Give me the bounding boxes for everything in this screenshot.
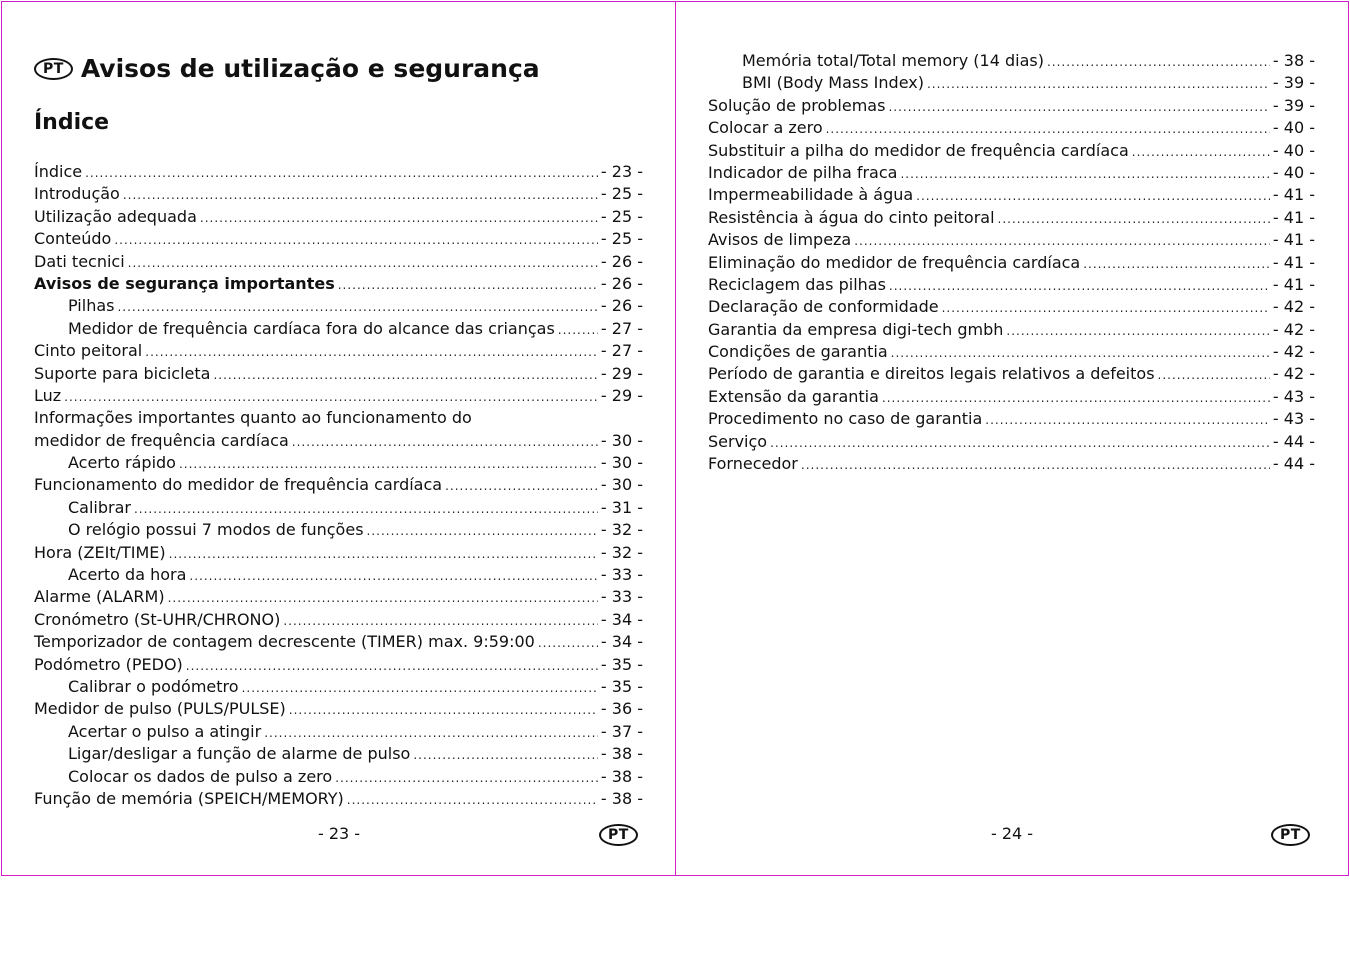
toc-dot-leader xyxy=(445,475,598,494)
toc-entry[interactable] xyxy=(34,386,643,408)
toc-entry[interactable] xyxy=(708,141,1315,163)
language-badge-footer: PT xyxy=(599,824,638,846)
toc-entry[interactable] xyxy=(34,364,643,386)
toc-entry-text: Colocar os dados de pulso a zero xyxy=(68,766,333,786)
table-of-contents-left xyxy=(34,162,643,811)
toc-entry[interactable] xyxy=(34,767,643,789)
toc-dot-leader xyxy=(186,655,598,674)
toc-entry[interactable] xyxy=(34,722,643,744)
toc-entry[interactable] xyxy=(708,297,1315,319)
language-badge: PT xyxy=(34,58,73,80)
toc-page-number: - 29 - xyxy=(600,363,643,383)
section-title: Índice xyxy=(34,110,110,135)
toc-page-number: - 41 - xyxy=(1272,252,1315,272)
toc-entry-text: Calibrar xyxy=(68,497,131,517)
toc-dot-leader xyxy=(292,431,598,450)
toc-entry-text: Suporte para bicicleta xyxy=(34,363,211,383)
toc-entry[interactable] xyxy=(708,230,1315,252)
toc-page-number: - 30 - xyxy=(600,453,643,473)
toc-entry[interactable] xyxy=(34,744,643,766)
toc-entry-text: Reciclagem das pilhas xyxy=(708,274,886,294)
toc-entry-text: Impermeabilidade à água xyxy=(708,185,914,205)
toc-entry-text: Procedimento no caso de garantia xyxy=(708,409,983,429)
toc-page-number: - 35 - xyxy=(600,676,643,696)
toc-dot-leader xyxy=(927,73,1270,92)
toc-page-number: - 26 - xyxy=(600,273,643,293)
toc-dot-leader xyxy=(413,744,598,763)
toc-entry[interactable] xyxy=(34,699,643,721)
toc-entry[interactable] xyxy=(708,454,1315,476)
toc-dot-leader xyxy=(134,498,598,517)
toc-entry-line2 xyxy=(34,431,643,453)
toc-entry-text: Indicador de pilha fraca xyxy=(708,162,898,182)
toc-entry[interactable] xyxy=(34,252,643,274)
toc-entry[interactable] xyxy=(34,475,643,497)
toc-entry[interactable] xyxy=(34,498,643,520)
toc-page-number: - 44 - xyxy=(1272,431,1315,451)
toc-entry[interactable] xyxy=(34,408,643,453)
toc-page-number: - 40 - xyxy=(1272,162,1315,182)
toc-dot-leader xyxy=(1083,253,1270,272)
toc-entry-text: Ligar/desligar a função de alarme de pulso xyxy=(68,744,411,764)
toc-dot-leader xyxy=(64,386,598,405)
toc-entry-text: Resistência à água do cinto peitoral xyxy=(708,207,995,227)
toc-dot-leader xyxy=(283,610,598,629)
toc-entry-text: Pilhas xyxy=(68,296,115,316)
toc-dot-leader xyxy=(347,789,598,808)
toc-dot-leader xyxy=(889,275,1270,294)
toc-entry-text: Colocar a zero xyxy=(708,118,823,138)
toc-dot-leader xyxy=(826,118,1270,137)
toc-entry[interactable] xyxy=(708,387,1315,409)
toc-page-number: - 42 - xyxy=(1272,319,1315,339)
toc-dot-leader xyxy=(289,699,598,718)
toc-entry[interactable] xyxy=(708,275,1315,297)
toc-entry[interactable] xyxy=(34,789,643,811)
table-of-contents-right xyxy=(708,51,1315,476)
toc-entry-text-continued: medidor de frequência cardíaca xyxy=(34,430,289,450)
toc-entry-text: Medidor de pulso (PULS/PULSE) xyxy=(34,699,286,719)
toc-page-number: - 38 - xyxy=(600,788,643,808)
toc-dot-leader xyxy=(854,230,1270,249)
toc-entry[interactable] xyxy=(34,207,643,229)
toc-page-number: - 23 - xyxy=(600,162,643,181)
toc-dot-leader xyxy=(891,342,1270,361)
toc-entry-text: Conteúdo xyxy=(34,229,112,249)
toc-entry-text: Fornecedor xyxy=(708,454,798,474)
toc-entry[interactable] xyxy=(34,655,643,677)
toc-page-number: - 30 - xyxy=(600,475,643,495)
toc-dot-leader xyxy=(169,543,598,562)
language-badge-footer: PT xyxy=(1271,824,1310,846)
toc-entry-text: Dati tecnici xyxy=(34,251,125,271)
toc-page-number: - 38 - xyxy=(1272,51,1315,70)
toc-page-number: - 32 - xyxy=(600,542,643,562)
toc-entry[interactable] xyxy=(708,432,1315,454)
toc-entry[interactable] xyxy=(708,409,1315,431)
toc-entry[interactable] xyxy=(708,163,1315,185)
toc-entry-text: Declaração de conformidade xyxy=(708,297,939,317)
toc-page-number: - 40 - xyxy=(1272,140,1315,160)
page-number: - 24 - xyxy=(991,824,1034,843)
toc-entry-text: Avisos de segurança importantes xyxy=(34,273,335,293)
toc-entry[interactable] xyxy=(708,364,1315,386)
page-title: Avisos de utilização e segurança xyxy=(80,54,540,83)
page-number: - 23 - xyxy=(318,824,361,843)
toc-entry-text: Acerto da hora xyxy=(68,565,187,585)
toc-entry-text: Substituir a pilha do medidor de frequência cardíaca xyxy=(708,140,1129,160)
toc-entry-text: Alarme (ALARM) xyxy=(34,587,165,607)
toc-entry[interactable] xyxy=(708,185,1315,207)
toc-dot-leader xyxy=(985,409,1270,428)
toc-entry-text: Eliminação do medidor de frequência cardíaca xyxy=(708,252,1081,272)
toc-dot-leader xyxy=(123,184,598,203)
toc-entry[interactable] xyxy=(34,453,643,475)
toc-entry[interactable] xyxy=(708,253,1315,275)
toc-page-number: - 39 - xyxy=(1272,73,1315,93)
toc-dot-leader xyxy=(85,162,598,181)
toc-dot-leader xyxy=(1132,141,1270,160)
toc-dot-leader xyxy=(128,252,598,271)
toc-page-number: - 36 - xyxy=(600,699,643,719)
toc-page-number: - 29 - xyxy=(600,385,643,405)
toc-entry[interactable] xyxy=(34,184,643,206)
toc-entry-text: Avisos de limpeza xyxy=(708,230,852,250)
toc-dot-leader xyxy=(200,207,598,226)
toc-entry-text: Informações importantes quanto ao funcionamento do xyxy=(34,408,472,428)
toc-entry-text: Temporizador de contagem decrescente (TIMER) max. 9:59:00 xyxy=(34,632,535,652)
toc-entry-text: Memória total/Total memory (14 dias) xyxy=(742,51,1044,70)
toc-entry[interactable] xyxy=(708,73,1315,95)
toc-page-number: - 41 - xyxy=(1272,230,1315,250)
toc-dot-leader xyxy=(1006,320,1270,339)
toc-dot-leader xyxy=(114,229,598,248)
toc-entry-text: Serviço xyxy=(708,431,768,451)
toc-entry-text: Condições de garantia xyxy=(708,342,888,362)
toc-page-number: - 25 - xyxy=(600,206,643,226)
toc-dot-leader xyxy=(179,453,598,472)
toc-entry-text: Cronómetro (St-UHR/CHRONO) xyxy=(34,609,281,629)
toc-dot-leader xyxy=(558,319,598,338)
toc-page-number: - 43 - xyxy=(1272,386,1315,406)
toc-dot-leader xyxy=(1047,51,1270,70)
toc-page-number: - 26 - xyxy=(600,251,643,271)
toc-page-number: - 39 - xyxy=(1272,95,1315,115)
toc-page-number: - 41 - xyxy=(1272,274,1315,294)
toc-entry[interactable] xyxy=(34,610,643,632)
toc-entry[interactable] xyxy=(708,208,1315,230)
toc-entry-text: Hora (ZEIt/TIME) xyxy=(34,542,166,562)
toc-page-number: - 30 - xyxy=(600,430,643,450)
toc-entry-text: Função de memória (SPEICH/MEMORY) xyxy=(34,788,344,808)
toc-entry[interactable] xyxy=(34,296,643,318)
toc-page-number: - 32 - xyxy=(600,520,643,540)
toc-entry-text: Acerto rápido xyxy=(68,453,176,473)
toc-page-number: - 44 - xyxy=(1272,454,1315,474)
toc-dot-leader xyxy=(538,632,598,651)
toc-entry[interactable] xyxy=(34,543,643,565)
toc-entry[interactable] xyxy=(34,162,643,184)
toc-page-number: - 27 - xyxy=(600,318,643,338)
toc-page-number: - 42 - xyxy=(1272,364,1315,384)
toc-page-number: - 38 - xyxy=(600,766,643,786)
toc-entry[interactable] xyxy=(708,96,1315,118)
toc-entry-text: Introdução xyxy=(34,184,120,204)
toc-entry-text: Solução de problemas xyxy=(708,95,886,115)
toc-dot-leader xyxy=(916,185,1270,204)
right-page xyxy=(675,1,1349,876)
toc-page-number: - 31 - xyxy=(600,497,643,517)
toc-dot-leader xyxy=(242,677,598,696)
toc-dot-leader xyxy=(801,454,1270,473)
toc-page-number: - 37 - xyxy=(600,721,643,741)
toc-dot-leader xyxy=(117,296,597,315)
toc-entry[interactable] xyxy=(34,565,643,587)
toc-entry[interactable] xyxy=(34,677,643,699)
toc-entry-text: Período de garantia e direitos legais relativos a defeitos xyxy=(708,364,1155,384)
toc-entry-text: Índice xyxy=(34,162,83,181)
toc-entry[interactable] xyxy=(34,520,643,542)
toc-page-number: - 27 - xyxy=(600,341,643,361)
toc-entry-text: Cinto peitoral xyxy=(34,341,143,361)
toc-page-number: - 34 - xyxy=(600,609,643,629)
page-title-row xyxy=(34,54,540,83)
toc-page-number: - 41 - xyxy=(1272,185,1315,205)
toc-entry-text: Garantia da empresa digi-tech gmbh xyxy=(708,319,1004,339)
toc-page-number: - 41 - xyxy=(1272,207,1315,227)
toc-page-number: - 38 - xyxy=(600,744,643,764)
toc-dot-leader xyxy=(213,364,597,383)
toc-dot-leader xyxy=(942,297,1270,316)
toc-dot-leader xyxy=(998,208,1270,227)
toc-entry-text: Medidor de frequência cardíaca fora do alcance das crianças xyxy=(68,318,555,338)
toc-dot-leader xyxy=(882,387,1270,406)
toc-dot-leader xyxy=(264,722,598,741)
toc-dot-leader xyxy=(900,163,1269,182)
toc-dot-leader xyxy=(189,565,598,584)
toc-dot-leader xyxy=(770,432,1270,451)
toc-entry[interactable] xyxy=(34,632,643,654)
toc-page-number: - 42 - xyxy=(1272,297,1315,317)
toc-entry-text: Extensão da garantia xyxy=(708,386,879,406)
toc-dot-leader xyxy=(338,274,598,293)
toc-page-number: - 26 - xyxy=(600,296,643,316)
toc-dot-leader xyxy=(367,520,598,539)
toc-entry-text: Podómetro (PEDO) xyxy=(34,654,183,674)
toc-entry[interactable] xyxy=(34,341,643,363)
toc-entry[interactable] xyxy=(708,118,1315,140)
toc-entry[interactable] xyxy=(34,587,643,609)
toc-page-number: - 34 - xyxy=(600,632,643,652)
toc-entry[interactable] xyxy=(34,274,643,296)
toc-page-number: - 40 - xyxy=(1272,118,1315,138)
toc-entry[interactable] xyxy=(34,229,643,251)
toc-page-number: - 33 - xyxy=(600,565,643,585)
toc-entry[interactable] xyxy=(34,319,643,341)
toc-dot-leader xyxy=(168,587,598,606)
toc-entry[interactable] xyxy=(708,51,1315,73)
toc-page-number: - 42 - xyxy=(1272,342,1315,362)
toc-entry-text: Acertar o pulso a atingir xyxy=(68,721,262,741)
toc-entry[interactable] xyxy=(708,320,1315,342)
left-page xyxy=(1,1,676,876)
toc-page-number: - 33 - xyxy=(600,587,643,607)
toc-dot-leader xyxy=(145,341,598,360)
toc-entry-text: Luz xyxy=(34,385,62,405)
toc-dot-leader xyxy=(888,96,1269,115)
toc-page-number: - 43 - xyxy=(1272,409,1315,429)
toc-entry-text: BMI (Body Mass Index) xyxy=(742,73,924,93)
toc-dot-leader xyxy=(1158,364,1270,383)
toc-entry-text: Funcionamento do medidor de frequência cardíaca xyxy=(34,475,443,495)
toc-page-number: - 25 - xyxy=(600,229,643,249)
toc-entry-text: O relógio possui 7 modos de funções xyxy=(68,520,364,540)
toc-entry-text: Calibrar o podómetro xyxy=(68,676,239,696)
toc-dot-leader xyxy=(335,767,598,786)
toc-entry-text: Utilização adequada xyxy=(34,206,197,226)
toc-page-number: - 25 - xyxy=(600,184,643,204)
toc-entry[interactable] xyxy=(708,342,1315,364)
toc-page-number: - 35 - xyxy=(600,654,643,674)
